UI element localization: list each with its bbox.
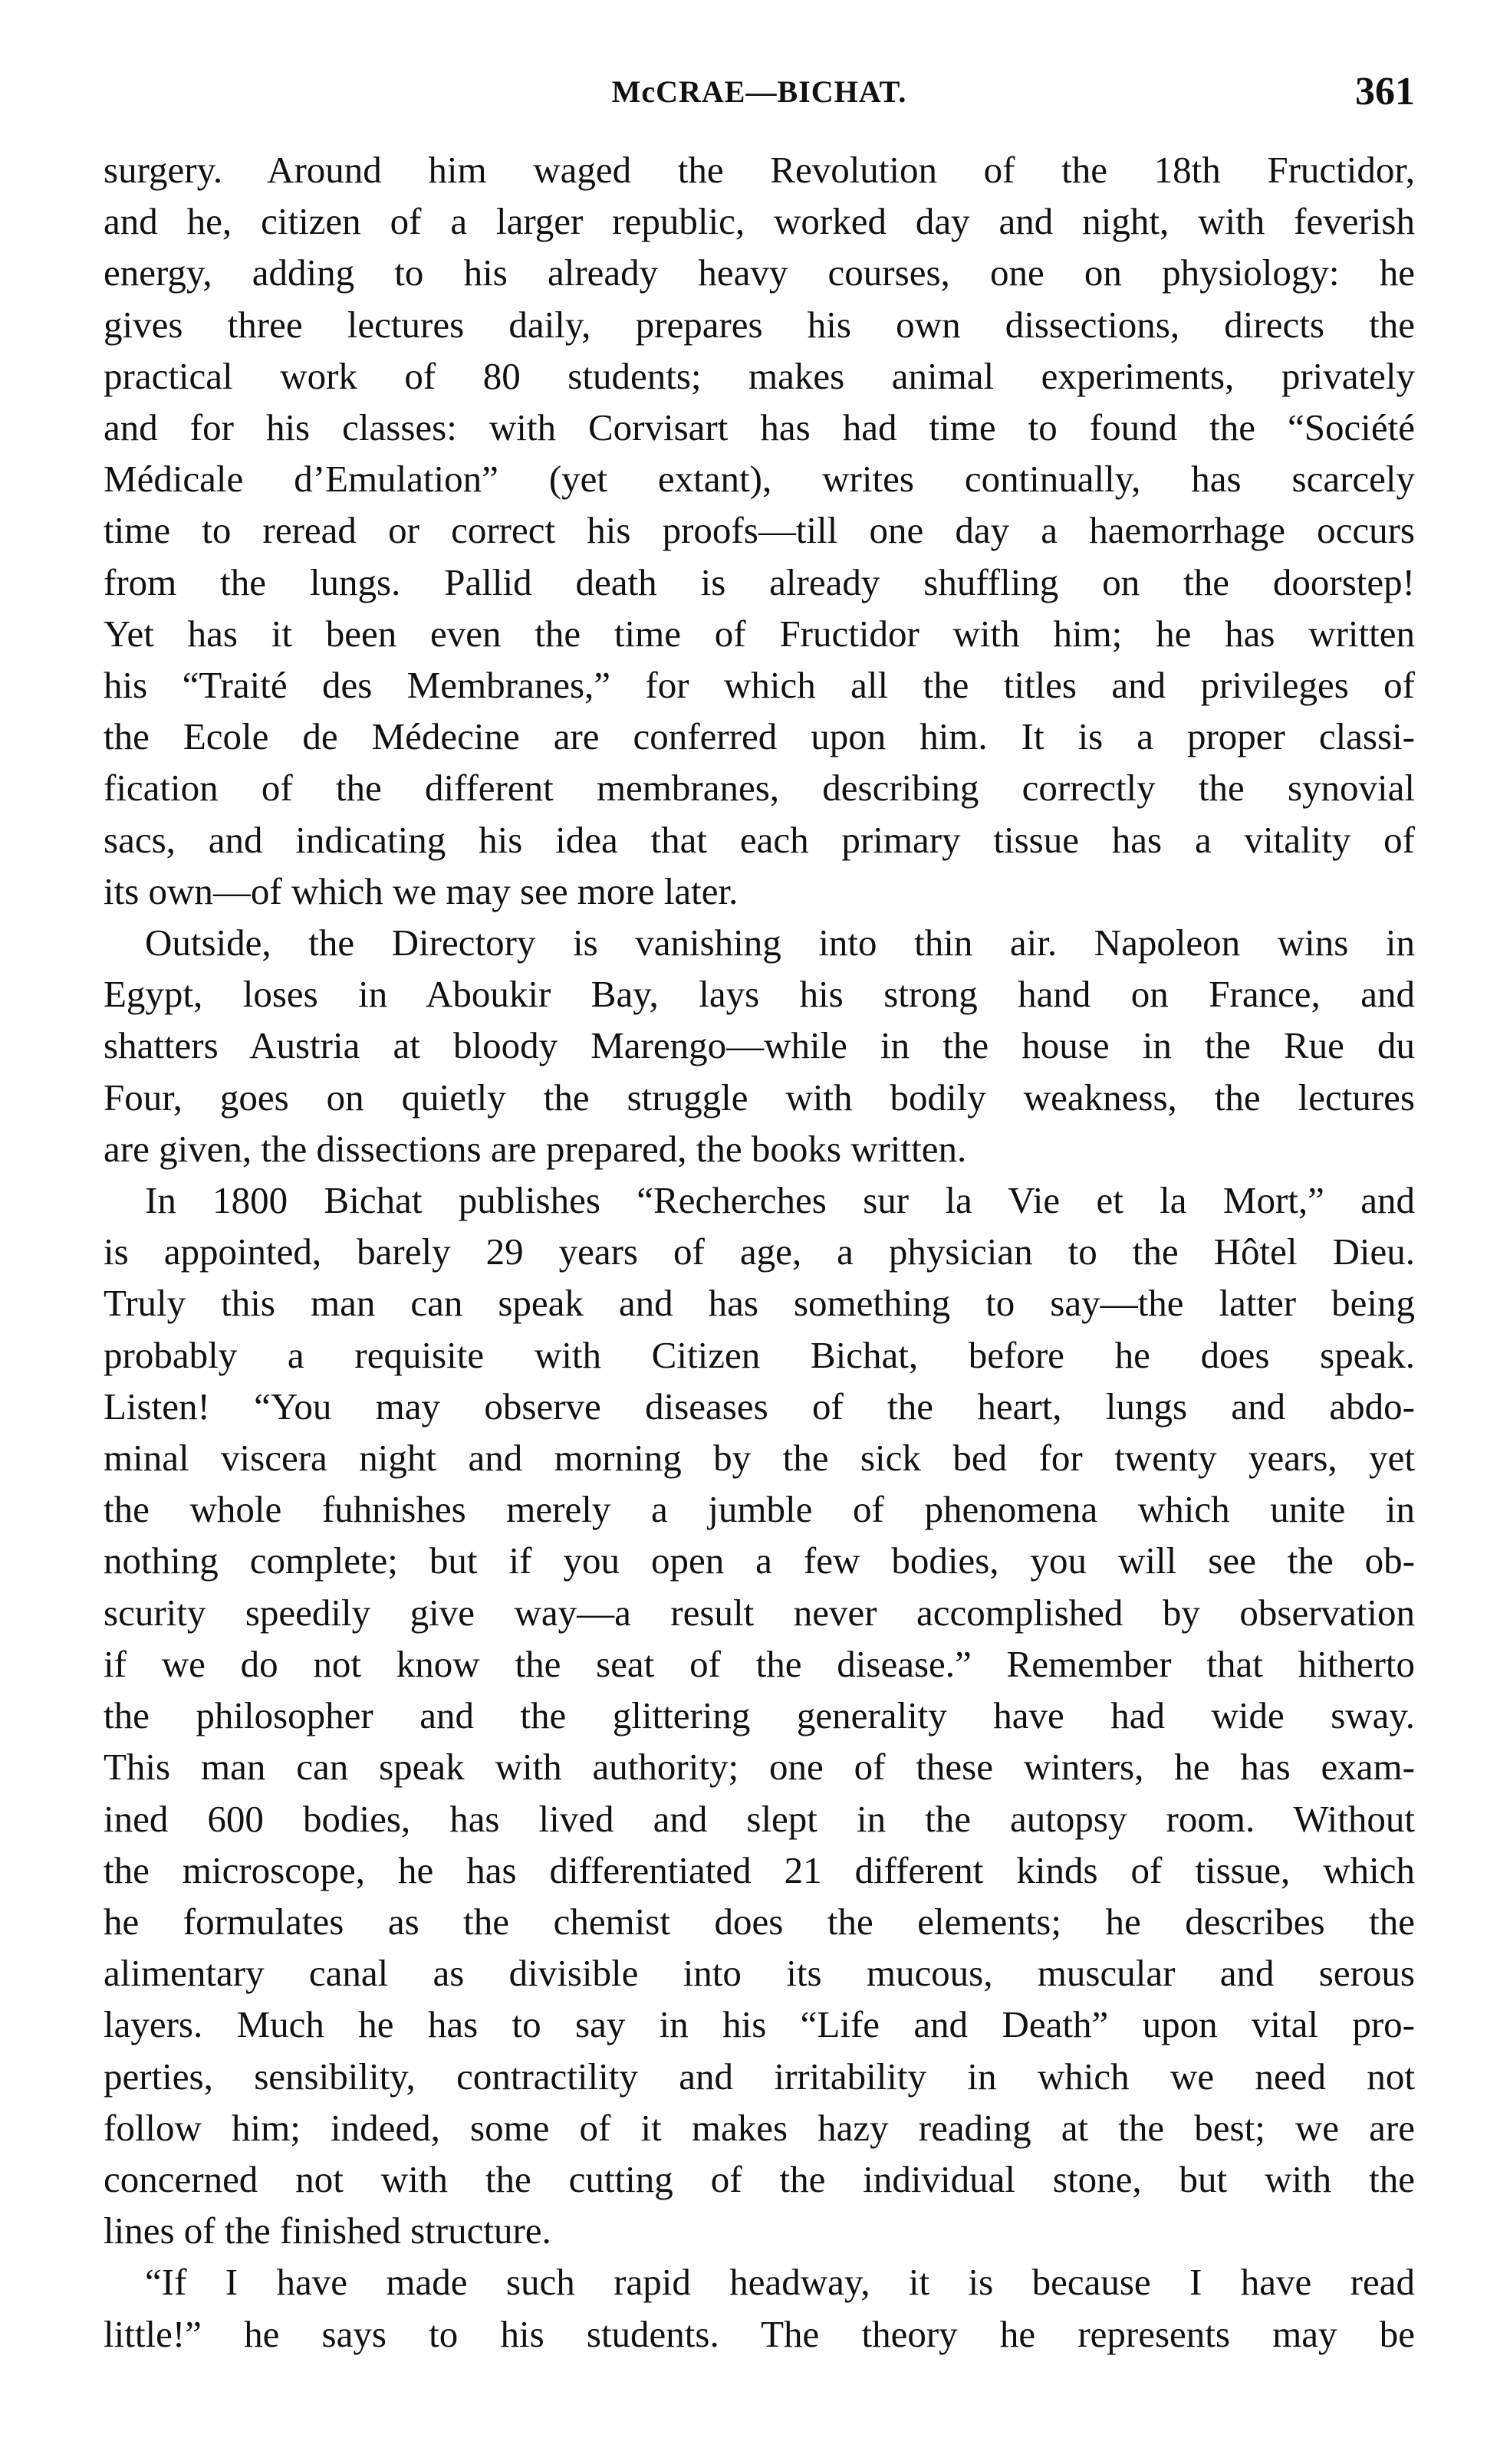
text-line: alimentary canal as divisible into its mucous, muscular and serous — [104, 1952, 1415, 1995]
page-number: 361 — [1355, 70, 1415, 113]
text-line: nothing complete; but if you open a few bodies, you will see the ob- — [104, 1539, 1415, 1582]
body-text — [104, 144, 1415, 2360]
text-line: “If I have made such rapid headway, it is because I have read — [145, 2261, 1415, 2304]
text-line: probably a requisite with Citizen Bichat, before he does speak. — [104, 1333, 1415, 1376]
text-line: is appointed, barely 29 years of age, a physician to the Hôtel Dieu. — [104, 1230, 1415, 1273]
text-line: time to reread or correct his proofs—till one day a haemorrhage occurs — [104, 509, 1415, 552]
running-head: McCRAE—BICHAT. — [611, 74, 907, 109]
text-line: This man can speak with authority; one of these winters, he has exam- — [104, 1746, 1415, 1789]
text-line: practical work of 80 students; makes animal experiments, privately — [104, 354, 1415, 397]
text-line: the Ecole de Médecine are conferred upon him. It is a proper classi- — [104, 715, 1415, 758]
page-header — [104, 70, 1415, 120]
text-line: In 1800 Bichat publishes “Recherches sur la Vie et la Mort,” and — [145, 1179, 1415, 1222]
text-line: scurity speedily give way—a result never accomplished by observation — [104, 1591, 1415, 1634]
paragraph-directory — [104, 917, 1415, 1175]
text-line: follow him; indeed, some of it makes hazy reading at the best; we are — [104, 2106, 1415, 2149]
text-line: concerned not with the cutting of the individual stone, but with the — [104, 2157, 1415, 2200]
text-line: lines of the finished structure. — [104, 2209, 551, 2252]
paragraph-1800 — [104, 1175, 1415, 2256]
paragraph-headway — [104, 2256, 1415, 2359]
text-line: sacs, and indicating his idea that each primary tissue has a vitality of — [104, 818, 1415, 861]
text-line: little!” he says to his students. The theory he represents may be — [104, 2312, 1415, 2355]
text-line: the philosopher and the glittering generality have had wide sway. — [104, 1694, 1415, 1737]
text-line: energy, adding to his already heavy courses, one on physiology: he — [104, 251, 1415, 294]
text-line: gives three lectures daily, prepares his own dissections, directs the — [104, 303, 1415, 346]
text-line: he formulates as the chemist does the elements; he describes the — [104, 1900, 1415, 1943]
text-line: if we do not know the seat of the disease.” Remember that hitherto — [104, 1642, 1415, 1685]
text-line: are given, the dissections are prepared, the books written. — [104, 1127, 967, 1170]
text-line: Médicale d’Emulation” (yet extant), writes continually, has scarcely — [104, 458, 1415, 501]
text-line: its own—of which we may see more later. — [104, 869, 739, 912]
text-line: surgery. Around him waged the Revolution of the 18th Fructidor, — [104, 149, 1415, 191]
text-line: and he, citizen of a larger republic, worked day and night, with feverish — [104, 200, 1415, 243]
text-line: layers. Much he has to say in his “Life and Death” upon vital pro- — [104, 2003, 1415, 2046]
text-line: Outside, the Directory is vanishing into thin air. Napoleon wins in — [145, 922, 1415, 964]
text-line: Egypt, loses in Aboukir Bay, lays his strong hand on France, and — [104, 973, 1415, 1016]
text-line: Listen! “You may observe diseases of the heart, lungs and abdo- — [104, 1385, 1415, 1427]
text-line: from the lungs. Pallid death is already shuffling on the doorstep! — [104, 560, 1415, 603]
text-line: Truly this man can speak and has something to say—the latter being — [104, 1282, 1415, 1325]
text-line: Four, goes on quietly the struggle with bodily weakness, the lectures — [104, 1076, 1415, 1119]
text-line: minal viscera night and morning by the sick bed for twenty years, yet — [104, 1437, 1415, 1480]
text-line: the microscope, he has differentiated 21 different kinds of tissue, which — [104, 1848, 1415, 1891]
text-line: shatters Austria at bloody Marengo—while in the house in the Rue du — [104, 1024, 1415, 1067]
text-line: perties, sensibility, contractility and irritability in which we need not — [104, 2055, 1415, 2098]
text-line: ined 600 bodies, has lived and slept in the autopsy room. Without — [104, 1797, 1415, 1840]
paragraph-surgery — [104, 144, 1415, 917]
text-line: fication of the different membranes, describing correctly the synovial — [104, 767, 1415, 810]
text-line: the whole fuhnishes merely a jumble of phenomena which unite in — [104, 1488, 1415, 1531]
text-line: his “Traité des Membranes,” for which all the titles and privileges of — [104, 664, 1415, 707]
text-line: Yet has it been even the time of Fructidor with him; he has written — [104, 612, 1415, 655]
text-line: and for his classes: with Corvisart has had time to found the “Société — [104, 406, 1415, 449]
